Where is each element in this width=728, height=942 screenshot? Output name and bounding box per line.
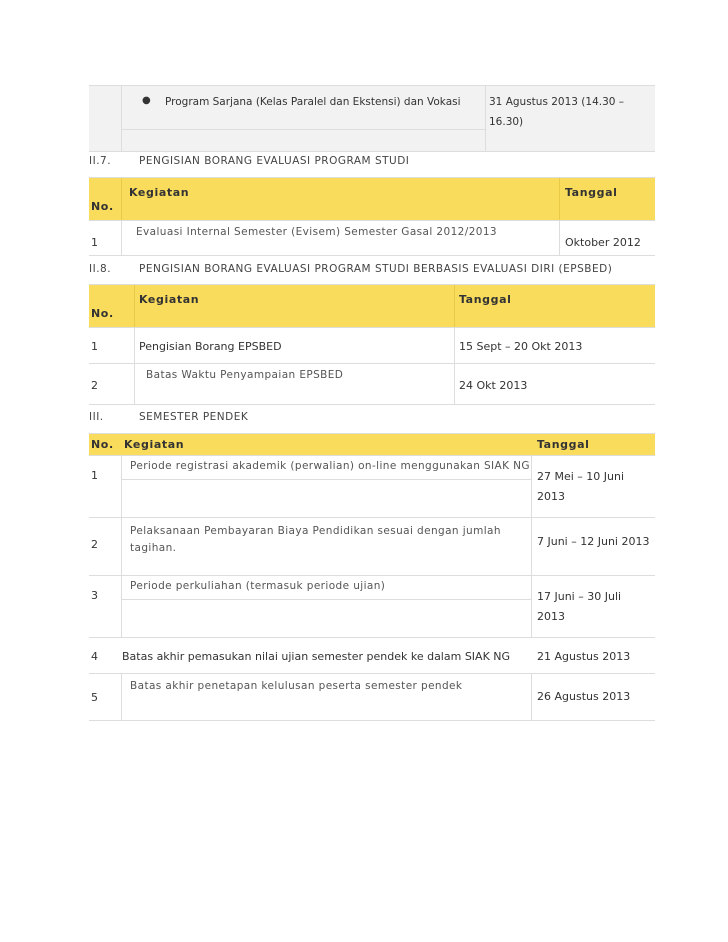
header-no: No. [91,438,114,451]
row-no: 1 [91,340,98,353]
table-row [89,637,655,673]
table-2-8 [89,284,655,405]
table-row [89,673,655,721]
row-no: 2 [91,379,98,392]
row-date: 27 Mei – 10 Juni [537,470,625,483]
row-activity: Pengisian Borang EPSBED [139,340,282,353]
row-date: 24 Okt 2013 [459,379,528,392]
header-activity: Kegiatan [129,186,190,199]
header-no: No. [91,307,114,320]
table-row [89,575,655,637]
section-number: II.7. [89,155,112,167]
table-row [89,517,655,575]
table-header [89,433,655,455]
row-no: 1 [91,469,98,482]
row-date: Oktober 2012 [565,236,641,249]
row-activity: Pelaksanaan Pembayaran Biaya Pendidikan sesuai dengan jumlah [130,525,501,537]
table-2-7 [89,177,655,256]
header-date: Tanggal [565,186,618,199]
row-no: 5 [91,691,98,704]
row-activity-line2: tagihan. [130,542,177,554]
row-no: 4 [91,650,98,663]
row-no: 1 [91,236,98,249]
row-activity: Periode registrasi akademik (perwalian) on-line menggunakan SIAK NG [130,460,530,472]
section-number: II.8. [89,263,112,275]
row-activity: Evaluasi Internal Semester (Evisem) Semester Gasal 2012/2013 [136,226,498,238]
header-no: No. [91,200,114,213]
row-activity: Batas akhir pemasukan nilai ujian semester pendek ke dalam SIAK NG [122,650,511,663]
table-row [89,455,655,517]
header-activity: Kegiatan [124,438,185,451]
row-no: 3 [91,589,98,602]
row-date-line2: 2013 [537,610,565,623]
table-3 [89,433,655,721]
section-number: III. [89,411,104,423]
row-activity: Batas akhir penetapan kelulusan peserta semester pendek [130,680,463,692]
row-activity: Periode perkuliahan (termasuk periode ujian) [130,580,386,592]
table-row [89,327,655,363]
table-header [89,284,655,327]
header-date: Tanggal [537,438,590,451]
table-row [89,363,655,405]
top-continuation-row [89,85,655,151]
header-date: Tanggal [459,293,512,306]
section-heading-2-8 [89,256,655,282]
table-row [89,220,655,256]
section-title: PENGISIAN BORANG EVALUASI PROGRAM STUDI BERBASIS EVALUASI DIRI (EPSBED) [139,263,613,275]
table-header [89,177,655,220]
activity-text: Program Sarjana (Kelas Paralel dan Ekstensi) dan Vokasi [165,96,461,108]
bullet: ● [142,95,151,106]
row-date: 15 Sept – 20 Okt 2013 [459,340,583,353]
document-page [89,85,655,721]
section-title: PENGISIAN BORANG EVALUASI PROGRAM STUDI [139,155,410,167]
row-date: 21 Agustus 2013 [537,650,631,663]
row-date-line2: 2013 [537,490,565,503]
section-heading-2-7 [89,151,655,171]
row-date: 17 Juni – 30 Juli [537,590,622,603]
date-text: 31 Agustus 2013 (14.30 – [489,96,625,108]
section-heading-3 [89,405,655,431]
row-date: 26 Agustus 2013 [537,690,631,703]
section-title: SEMESTER PENDEK [139,411,249,423]
row-activity: Batas Waktu Penyampaian EPSBED [146,369,344,381]
row-no: 2 [91,538,98,551]
header-activity: Kegiatan [139,293,200,306]
row-date: 7 Juni – 12 Juni 2013 [537,535,650,548]
date-text-line2: 16.30) [489,116,524,128]
